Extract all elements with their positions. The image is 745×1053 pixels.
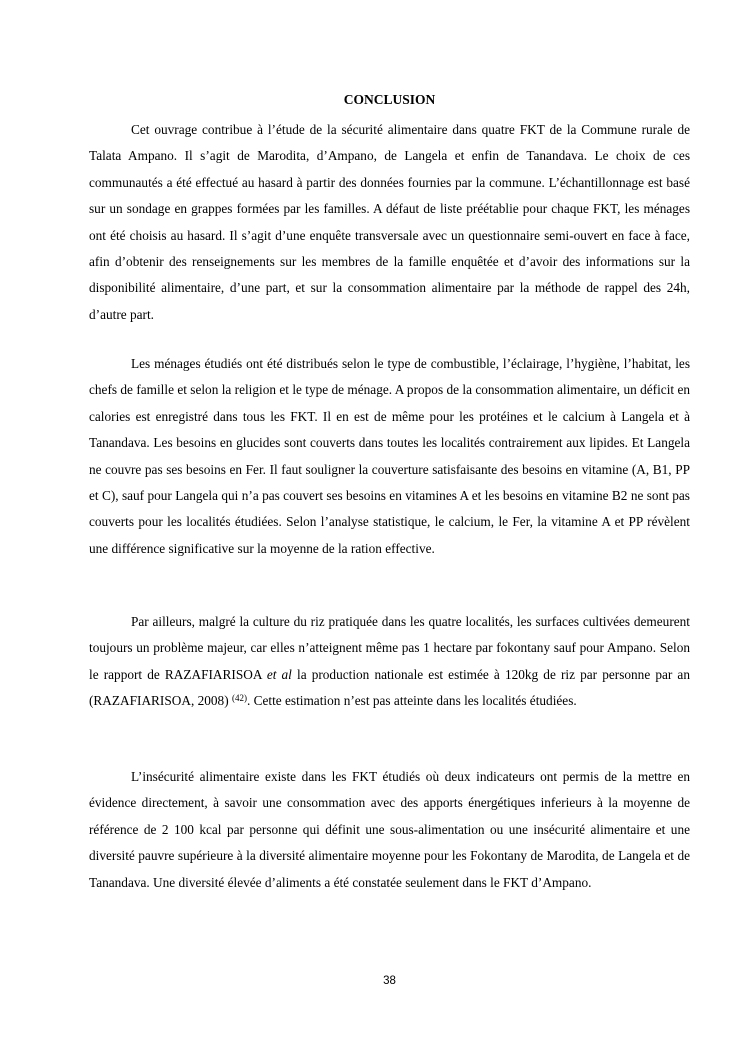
paragraph-text-part2: la production nationale est estimée à 120kg de riz par personne par an (RAZAFIARISOA, 2008): [89, 666, 690, 709]
paragraph-household-consumption: Les ménages étudiés ont été distribués selon le type de combustible, l’éclairage, l’hygiène, l’habitat, les chefs de famille et selon la religion et le type de ménage. A propos de la consommation alimentaire, un déficit en calories est enregistré dans tous les FKT. Il en est de même pour les protéines et le calcium à Langela et à Tanandava. Les besoins en glucides sont couverts dans toutes les localités contrairement aux lipides. Et Langela ne couvre pas ses besoins en Fer. Il faut souligner la couverture satisfaisante des besoins en vitamine (A, B1, PP et C), sauf pour Langela qui n’a pas couvert ses besoins en vitamines A et les besoins en vitamine B2 ne sont pas couverts pour les localités étudiées. Selon l’analyse statistique, le calcium, le Fer, la vitamine A et PP révèlent une différence significative sur la moyenne de la ration effective.: [89, 356, 690, 556]
page-number-text: 38: [383, 975, 396, 987]
paragraph-food-insecurity: L’insécurité alimentaire existe dans les FKT étudiés où deux indicateurs ont permis de la mettre en évidence directement, à savoir une consommation avec des apports énergétiques inferieurs à la moyenne de référence de 2 100 kcal par personne qui définit une sous-alimentation ou une insécurité alimentaire et une diversité pauvre supérieure à la diversité alimentaire moyenne pour les Fokontany de Marodita, de Langela et de Tanandava. Une diversité élevée d’aliments a été constatée seulement dans le FKT d’Ampano.: [89, 769, 690, 890]
paragraph-text-part3: . Cette estimation n’est pas atteinte dans les localités étudiées.: [246, 693, 577, 709]
paragraph-study-overview: Cet ouvrage contribue à l’étude de la sécurité alimentaire dans quatre FKT de la Commune rurale de Talata Ampano. Il s’agit de Marodita, d’Ampano, de Langela et enfin de Tanandava. Le choix de ces communautés a été effectué au hasard à partir des données fournies par la commune. L’échantillonnage est basé sur un sondage en grappes formées par les familles. A défaut de liste préétablie pour chaque FKT, les ménages ont été choisis au hasard. Il s’agit d’une enquête transversale avec un questionnaire semi-ouvert en face à face, afin d’obtenir des renseignements sur les membres de la famille enquêtée et d’avoir des informations sur la disponibilité alimentaire, d’une part, et sur la consommation alimentaire par la méthode de rappel des 24h, d’autre part.: [89, 122, 690, 322]
italic-et-al: et al: [266, 666, 292, 682]
paragraph-rice-production: [89, 609, 690, 715]
page-title: [0, 90, 745, 110]
page-number: [0, 973, 745, 989]
paragraph-text-part1: Par ailleurs, malgré la culture du riz pratiquée dans les quatre localités, les surfaces cultivées demeurent toujours un problème majeur, car elles n’atteignent même pas 1 hectare par fokontany sauf pour Ampano. Selon le rapport de RAZAFIARISOA: [89, 614, 690, 682]
conclusion-heading: CONCLUSION: [343, 92, 436, 107]
citation-reference: (42): [231, 693, 247, 704]
